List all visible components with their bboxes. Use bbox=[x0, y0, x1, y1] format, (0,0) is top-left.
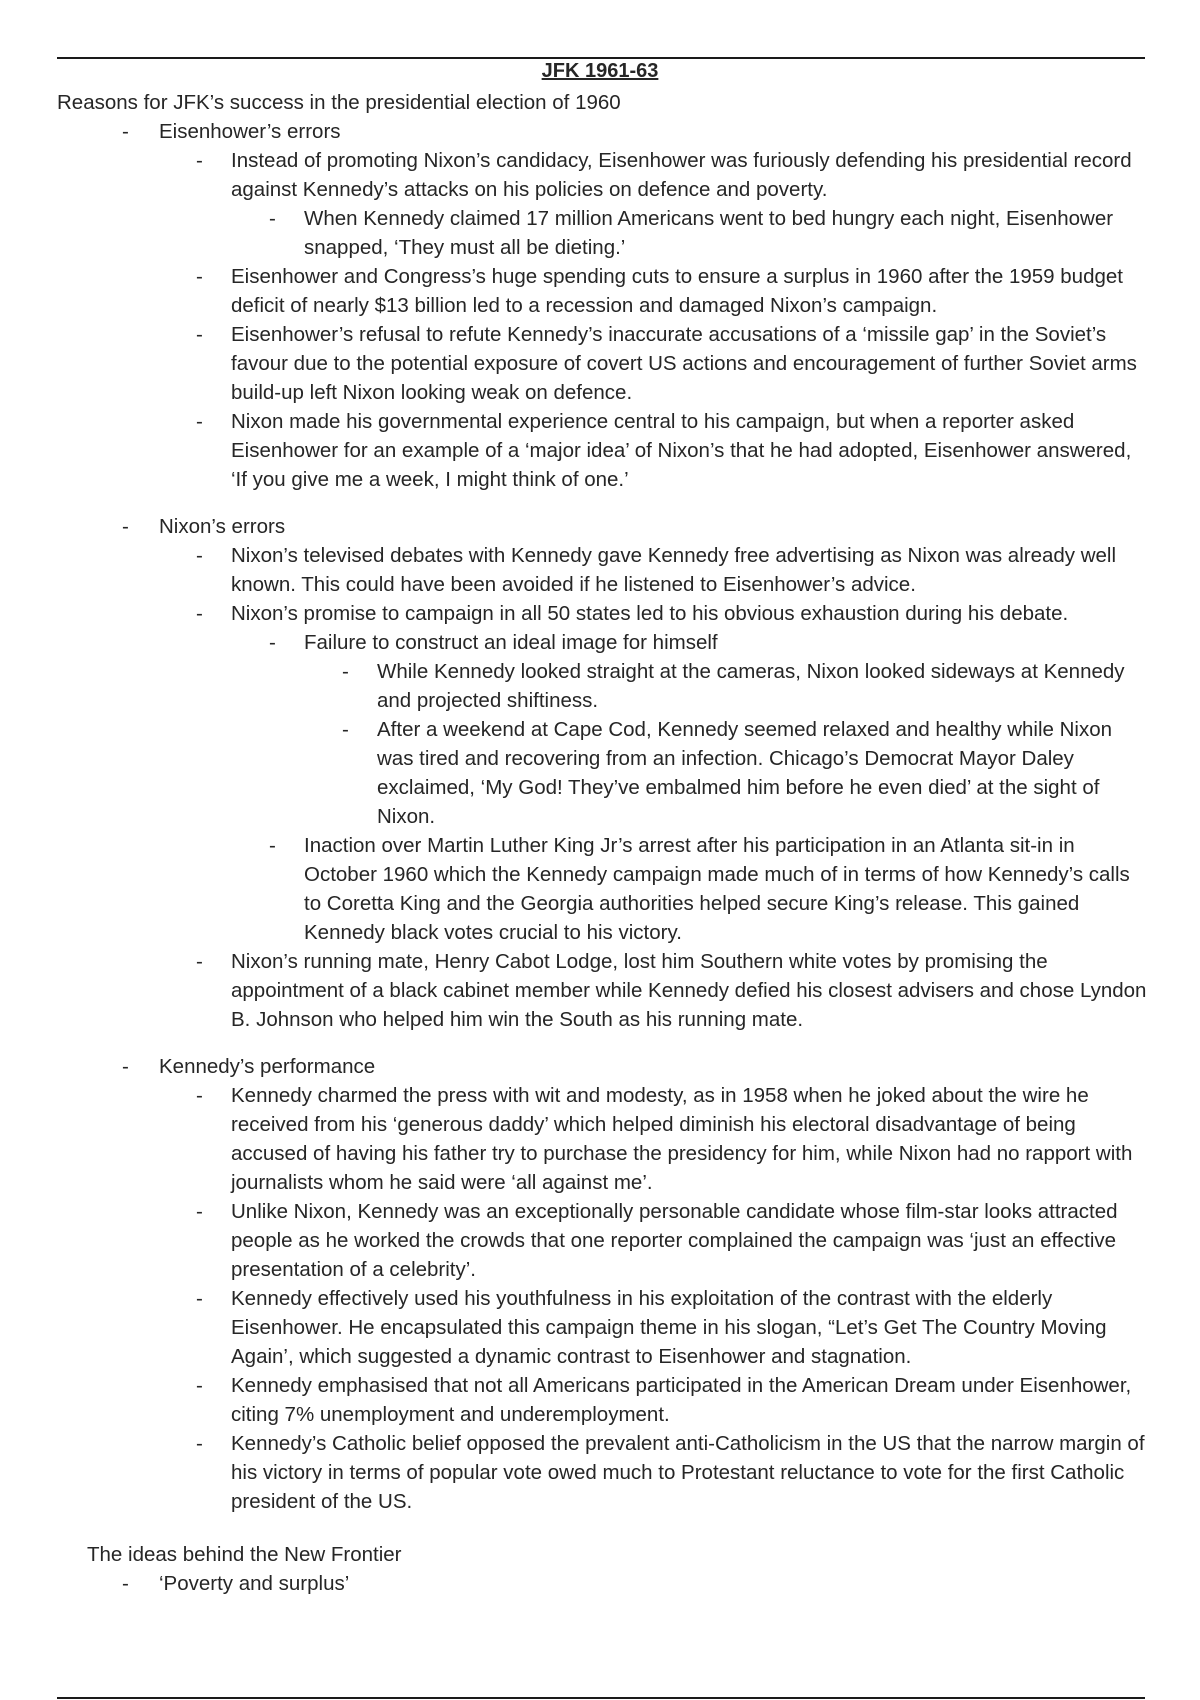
intro-heading: Reasons for JFK’s success in the presidential election of 1960 bbox=[57, 91, 621, 114]
list-item: - Kennedy emphasised that not all Americans participated in the American Dream under Eisenhower, citing 7% unemployment and underemployment. bbox=[57, 1371, 1147, 1429]
new-frontier-heading: The ideas behind the New Frontier bbox=[87, 1543, 402, 1566]
list-item: - Nixon’s televised debates with Kennedy gave Kennedy free advertising as Nixon was already well known. This could have been avoided if he listened to Eisenhower’s advice. bbox=[57, 541, 1147, 599]
list-item: - Kennedy effectively used his youthfulness in his exploitation of the contrast with the elderly Eisenhower. He encapsulated this campaign theme in his slogan, “Let’s Get The Country Moving Again’, which suggested a dynamic contrast to Eisenhower and stagnation. bbox=[57, 1284, 1147, 1371]
eisenhower-errors-heading: - Eisenhower’s errors bbox=[57, 117, 1147, 146]
bottom-rule bbox=[57, 1697, 1145, 1699]
list-item: - ‘Poverty and surplus’ bbox=[57, 1569, 1147, 1598]
nixon-errors-heading: - Nixon’s errors bbox=[57, 512, 1147, 541]
document-body bbox=[57, 88, 1147, 1598]
list-item: - Eisenhower and Congress’s huge spending cuts to ensure a surplus in 1960 after the 1959 budget deficit of nearly $13 billion led to a recession and damaged Nixon’s campaign. bbox=[57, 262, 1147, 320]
spacer bbox=[57, 1516, 1147, 1540]
list-item: - Unlike Nixon, Kennedy was an exceptionally personable candidate whose film-star looks attracted people as he worked the crowds that one reporter complained the campaign was ‘just an effective presentation of a celebrity’. bbox=[57, 1197, 1147, 1284]
list-item: - Inaction over Martin Luther King Jr’s arrest after his participation in an Atlanta sit-in in October 1960 which the Kennedy campaign made much of in terms of how Kennedy’s calls to Coretta King and the Georgia authorities helped secure King’s release. This gained Kennedy black votes crucial to his victory. bbox=[57, 831, 1147, 947]
list-item: - Kennedy charmed the press with wit and modesty, as in 1958 when he joked about the wire he received from his ‘generous daddy’ which helped diminish his electoral disadvantage of being accused of having his father try to purchase the presidency for him, while Nixon had no rapport with journalists whom he said were ‘all against me’. bbox=[57, 1081, 1147, 1197]
spacer bbox=[57, 494, 1147, 512]
spacer bbox=[57, 1034, 1147, 1052]
list-item: - After a weekend at Cape Cod, Kennedy seemed relaxed and healthy while Nixon was tired and recovering from an infection. Chicago’s Democrat Mayor Daley exclaimed, ‘My God! They’ve embalmed him before he even died’ at the sight of Nixon. bbox=[57, 715, 1147, 831]
list-item: - Eisenhower’s refusal to refute Kennedy’s inaccurate accusations of a ‘missile gap’ in the Soviet’s favour due to the potential exposure of covert US actions and encouragement of further Soviet arms build-up left Nixon looking weak on defence. bbox=[57, 320, 1147, 407]
kennedy-performance-heading: - Kennedy’s performance bbox=[57, 1052, 1147, 1081]
list-item: - Kennedy’s Catholic belief opposed the prevalent anti-Catholicism in the US that the narrow margin of his victory in terms of popular vote owed much to Protestant reluctance to vote for the first Catholic president of the US. bbox=[57, 1429, 1147, 1516]
page-title: JFK 1961-63 bbox=[541, 60, 659, 82]
list-item: - When Kennedy claimed 17 million Americans went to bed hungry each night, Eisenhower snapped, ‘They must all be dieting.’ bbox=[57, 204, 1147, 262]
list-item: - Nixon’s promise to campaign in all 50 states led to his obvious exhaustion during his debate. bbox=[57, 599, 1147, 628]
list-item: - Instead of promoting Nixon’s candidacy, Eisenhower was furiously defending his presidential record against Kennedy’s attacks on his policies on defence and poverty. bbox=[57, 146, 1147, 204]
list-item: - Nixon’s running mate, Henry Cabot Lodge, lost him Southern white votes by promising the appointment of a black cabinet member while Kennedy defied his closest advisers and chose Lyndon B. Johnson who helped him win the South as his running mate. bbox=[57, 947, 1147, 1034]
list-item: - While Kennedy looked straight at the cameras, Nixon looked sideways at Kennedy and projected shiftiness. bbox=[57, 657, 1147, 715]
list-item: - Failure to construct an ideal image for himself bbox=[57, 628, 1147, 657]
list-item: - Nixon made his governmental experience central to his campaign, but when a reporter asked Eisenhower for an example of a ‘major idea’ of Nixon’s that he had adopted, Eisenhower answered, ‘If you give me a week, I might think of one.’ bbox=[57, 407, 1147, 494]
